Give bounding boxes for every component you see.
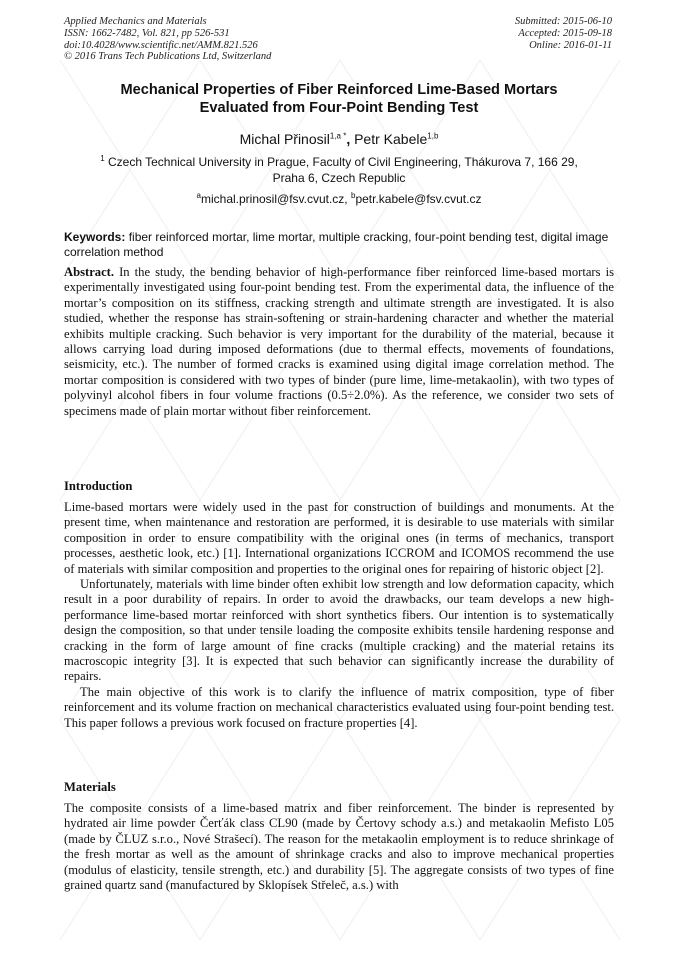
introduction-body xyxy=(64,500,614,731)
author-2: Petr Kabele xyxy=(354,131,428,147)
keywords-text: fiber reinforced mortar, lime mortar, multiple cracking, four-point bending test, digital image correlation method xyxy=(64,230,609,259)
introduction-paragraph-3: The main objective of this work is to clarify the influence of matrix composition, type of fiber reinforcement and its volume fraction on mechanical characteristics evaluated using four-point bending test. This paper follows a previous work focused on fracture properties [4]. xyxy=(64,684,614,730)
title-line-2: Evaluated from Four-Point Bending Test xyxy=(199,100,479,116)
abstract-label: Abstract. xyxy=(64,265,115,279)
paper-title xyxy=(60,81,618,117)
author-1-affil: 1,a * xyxy=(329,131,347,141)
author-separator: , xyxy=(346,131,355,147)
email-b-sup: b xyxy=(350,191,356,200)
materials-heading: Materials xyxy=(64,780,116,794)
email-b: petr.kabele@fsv.cvut.cz xyxy=(355,192,482,206)
title-line-1: Mechanical Properties of Fiber Reinforced Lime-Based Mortars xyxy=(120,82,558,98)
author-1: Michal Přinosil xyxy=(239,131,330,147)
affiliation-line-2: Praha 6, Czech Republic xyxy=(272,170,406,185)
introduction-paragraph-1: Lime-based mortars were widely used in the past for construction of buildings and monuments. At the present time, when maintenance and restoration are performed, it is desirable to use materials with similar composition in order to ensure compatibility with the original ones (in terms of mechanics, transport processes, aesthetic look, etc.) [1]. International organizations ICCROM and ICOMOS recommend the use of materials with similar composition and properties to the original ones for repairing of historic object [2]. xyxy=(64,500,614,576)
journal-doi: doi:10.4028/www.scientific.net/AMM.821.526 xyxy=(64,39,258,51)
date-submitted: Submitted: 2015-06-10 xyxy=(514,16,612,27)
introduction-heading: Introduction xyxy=(64,479,133,493)
author-list xyxy=(60,131,618,147)
date-accepted: Accepted: 2015-09-18 xyxy=(518,27,612,39)
keywords xyxy=(64,230,614,259)
affiliation xyxy=(80,155,598,186)
email-a: michal.prinosil@fsv.cvut.cz, xyxy=(200,192,351,206)
journal-name: Applied Mechanics and Materials xyxy=(64,16,207,27)
email-a-sup: a xyxy=(196,191,201,200)
submission-dates xyxy=(515,16,612,51)
introduction-paragraph-2: Unfortunately, materials with lime binder often exhibit low strength and low deformation capacity, which result in a poor durability of repairs. In order to avoid the drawbacks, our team develops a new high-performance lime-based mortar reinforced with short synthetics fibers. Our intention is to systematically design the composition, so that under tensile loading the composite exhibits tensile hardening response and cracking in the form of large amount of fine cracks (multiple cracking) and the material retains its macroscopic integrity [3]. It is expected that such behavior can significantly increase the durability of repairs. xyxy=(64,577,614,684)
affiliation-line-1: Czech Technical University in Prague, Faculty of Civil Engineering, Thákurova 7, 166 29, xyxy=(104,155,578,169)
keywords-label: Keywords: xyxy=(64,230,126,244)
journal-info xyxy=(64,16,271,63)
materials-paragraph-1: The composite consists of a lime-based matrix and fiber reinforcement. The binder is represented by hydrated air lime powder Čerťák class CL90 (made by Čertovy schody a.s.) and metakaolin Mefisto L05 (made by ČLUZ s.r.o., Nové Strašecí). The reason for the metakaolin employment is to reduce shrinkage of the fresh mortar as well as the amount of shrinkage cracks and also to improve mechanical properties (modulus of elasticity, tensile strength, etc.) and durability [5]. The aggregate consists of two types of fine grained quartz sand (manufactured by Sklopísek Střeleč, a.s.) with xyxy=(64,801,614,893)
materials-body xyxy=(64,801,614,893)
author-2-affil: 1,b xyxy=(427,131,439,141)
journal-copyright: © 2016 Trans Tech Publications Ltd, Switzerland xyxy=(64,51,272,63)
journal-issn: ISSN: 1662-7482, Vol. 821, pp 526-531 xyxy=(64,27,230,39)
date-online: Online: 2016-01-11 xyxy=(529,39,612,51)
author-emails xyxy=(60,192,618,206)
abstract xyxy=(64,265,614,419)
abstract-text: In the study, the bending behavior of high-performance fiber reinforced lime-based mortars is experimentally investigated using four-point bending test. From the experimental data, the influence of the mortar’s composition on its stiffness, cracking strength and ultimate strength are investigated. It is also studied, whether the response has strain-softening or strain-hardening character and whether the material exhibits multiple cracking. Such behavior is very important for the durability of the material, because it allows carrying load during imposed deformations (due to thermal effects, movements of foundations, seismicity, etc.). The number of formed cracks is examined using digital image correlation method. The mortar composition is considered with two types of binder (pure lime, lime-metakaolin), with two types of polyvinyl alcohol fibers in four volume fractions (0.5÷2.0%). As the reference, we consider two sets of specimens made of plain mortar without fiber reinforcement. xyxy=(64,265,614,418)
affiliation-sup: 1 xyxy=(100,154,105,163)
